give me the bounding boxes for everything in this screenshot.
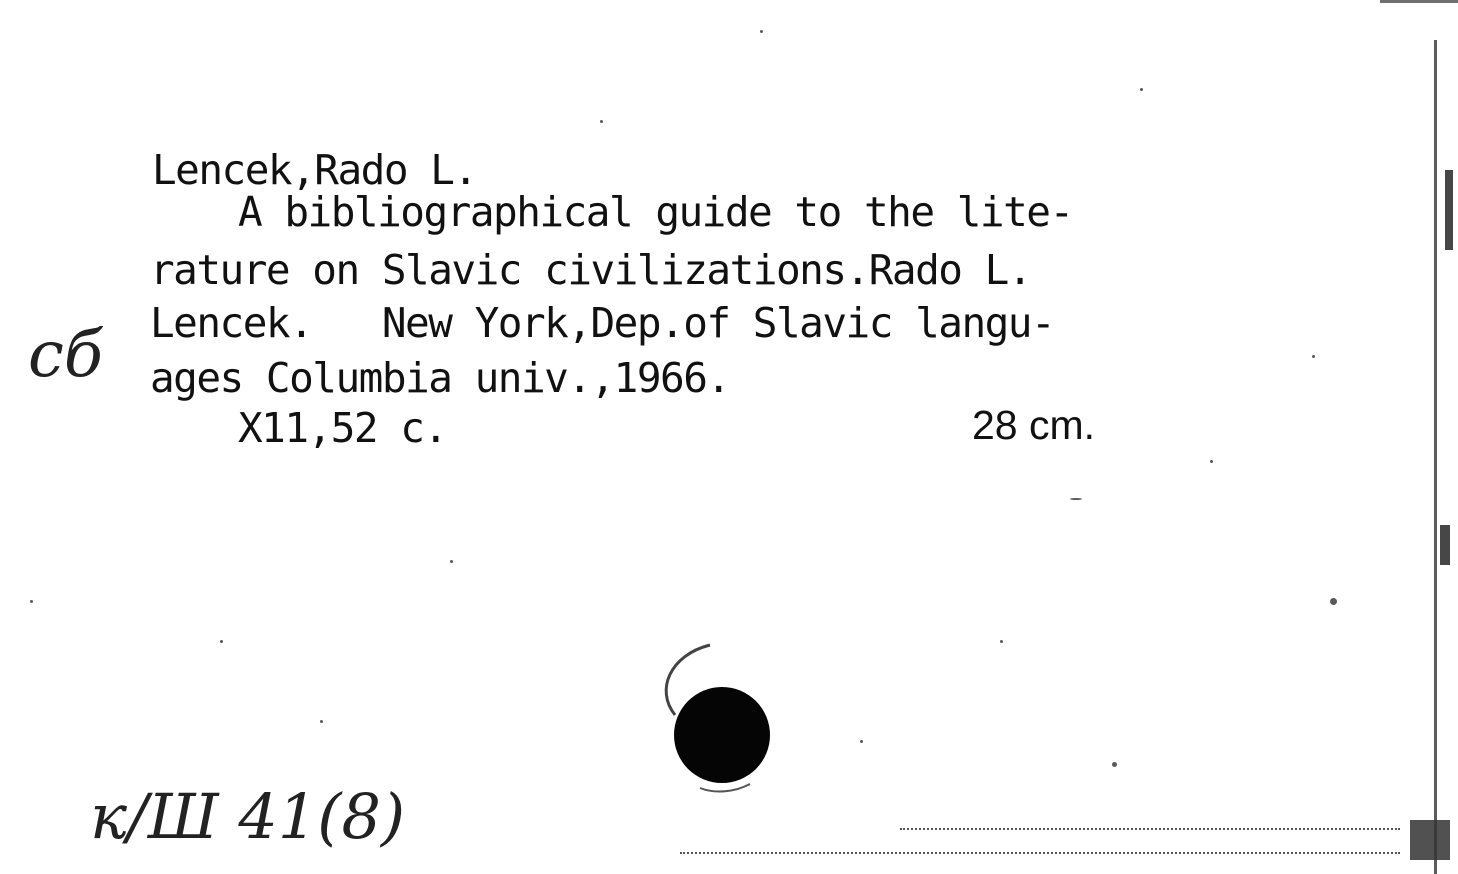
- speck: [1140, 88, 1143, 91]
- title-line-2: rature on Slavic civilizations.Rado L.: [150, 246, 1031, 294]
- author-heading: Lencek,Rado L.: [152, 146, 477, 194]
- punch-hole: [650, 630, 790, 800]
- speck: [1070, 498, 1082, 500]
- card-right-edge: [1434, 40, 1437, 874]
- speck: [600, 120, 603, 123]
- speck: [30, 600, 33, 603]
- pagination: X11,52 c.: [238, 404, 447, 452]
- bottom-dotted-line: [680, 852, 1400, 854]
- speck: [860, 740, 863, 743]
- speck: [320, 720, 323, 723]
- speck: [1312, 355, 1315, 358]
- speck: [450, 560, 453, 563]
- top-edge: [1380, 0, 1458, 3]
- speck: [1112, 762, 1117, 767]
- bottom-dotted-line: [900, 828, 1400, 830]
- margin-handwritten-mark: cб: [28, 318, 103, 392]
- dimensions: 28 cm.: [972, 402, 1096, 448]
- speck: [760, 30, 763, 33]
- speck: [220, 640, 223, 643]
- edge-mark: [1440, 525, 1450, 565]
- title-line-3: Lencek. New York,Dep.of Slavic langu-: [150, 299, 1055, 347]
- title-line-4: ages Columbia univ.,1966.: [150, 354, 730, 402]
- speck: [1330, 598, 1337, 605]
- edge-mark: [1445, 170, 1453, 250]
- speck: [1000, 640, 1003, 643]
- edge-mark: [1410, 820, 1450, 860]
- shelf-mark-handwritten: к/Ш 41(8): [90, 780, 406, 853]
- title-line-1: A bibliographical guide to the lite-: [238, 188, 1073, 236]
- speck: [1210, 460, 1213, 463]
